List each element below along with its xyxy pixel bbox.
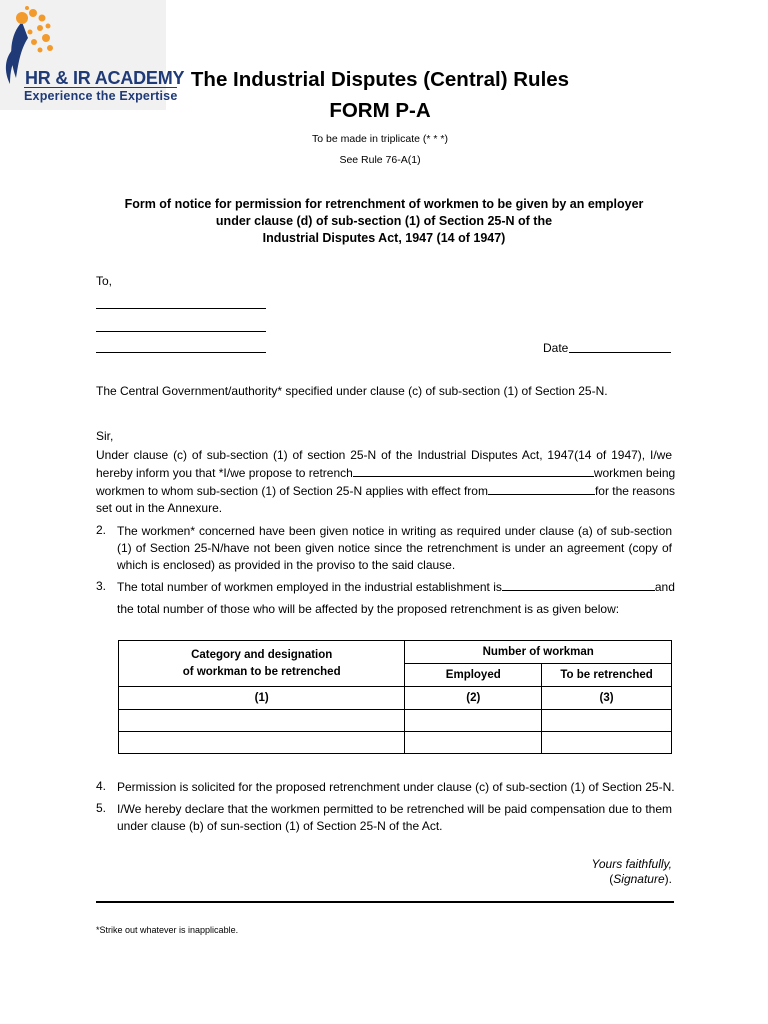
logo-title: HR & IR ACADEMY <box>25 68 185 88</box>
item-3-number: 3. <box>96 579 107 593</box>
para1-line-2 <box>96 465 675 482</box>
category-header-line-2: of workman to be retrenched <box>182 665 341 678</box>
para1-line-3 <box>96 483 675 500</box>
para1-line-2-end: workmen being <box>593 466 676 480</box>
col-2-number: (2) <box>405 687 542 710</box>
rules-title: The Industrial Disputes (Central) Rules <box>190 68 570 91</box>
table-cell[interactable] <box>119 710 405 732</box>
para1-line-3-text: workmen to whom sub-section (1) of Section 25-N applies with effect from <box>96 484 488 498</box>
item-2-line-2: (1) of Section 25-N/have not been given notice since the retrenchment is under an agreement (copy of <box>117 541 672 555</box>
table-cell[interactable] <box>405 710 542 732</box>
para1-line-3-end: for the reasons <box>594 484 675 498</box>
academy-logo <box>0 0 185 110</box>
table-cell[interactable] <box>119 732 405 754</box>
item-2-line-1: The workmen* concerned have been given notice in writing as required under clause (a) of sub-section <box>117 524 672 538</box>
signature-line <box>592 872 672 887</box>
total-workmen-field[interactable] <box>502 579 655 591</box>
table-cell[interactable] <box>542 710 672 732</box>
notice-heading-line-2: under clause (d) of sub-section (1) of Section 25-N of the <box>215 214 553 228</box>
salutation: Sir, <box>96 429 114 443</box>
address-line-2[interactable] <box>96 331 266 332</box>
signature-open: ( <box>609 872 614 886</box>
authority-text: The Central Government/authority* specified under clause (c) of sub-section (1) of Section 25-N. <box>96 384 608 398</box>
form-name: FORM P-A <box>329 99 431 122</box>
triplicate-note: To be made in triplicate (* * *) <box>312 133 448 145</box>
retrenchment-table <box>118 640 672 754</box>
table-cell[interactable] <box>542 732 672 754</box>
notice-heading-line-1: Form of notice for permission for retrenchment of workmen to be given by an employer <box>124 197 644 211</box>
item-2-line-3: which is enclosed) as provided in the proviso to the said clause. <box>117 558 456 572</box>
item-5-line-2: under clause (b) of sun-section (1) of Section 25-N of the Act. <box>117 819 443 833</box>
item-4-number: 4. <box>96 779 107 793</box>
signature-close: ). <box>664 872 672 886</box>
address-line-3[interactable] <box>96 352 266 353</box>
table-number-row <box>119 687 672 710</box>
to-label: To, <box>96 274 113 288</box>
notice-heading <box>90 196 678 247</box>
employed-header: Employed <box>405 664 542 687</box>
table-row <box>119 732 672 754</box>
para1-line-1: Under clause (c) of sub-section (1) of section 25-N of the Industrial Disputes Act, 1947(14 of 1947), I/we <box>96 448 672 462</box>
signature-label: Signature <box>613 872 665 886</box>
address-line-1[interactable] <box>96 308 266 309</box>
table-cell[interactable] <box>405 732 542 754</box>
footer-divider <box>96 901 674 903</box>
footnote: *Strike out whatever is inapplicable. <box>96 925 239 935</box>
item-3-line-1-end: and <box>654 580 675 594</box>
category-header <box>119 641 405 687</box>
item-5-line-1: I/We hereby declare that the workmen permitted to be retrenched will be paid compensation due to them <box>117 802 672 816</box>
para1-line-2-text: hereby inform you that *I/we propose to retrench <box>96 466 353 480</box>
date-label: Date <box>543 341 569 355</box>
retrench-count-field[interactable] <box>353 465 594 477</box>
col-1-number: (1) <box>119 687 405 710</box>
item-3-line-1-text: The total number of workmen employed in the industrial establishment is <box>117 580 502 594</box>
table-header-row <box>119 641 672 664</box>
to-be-retrenched-header: To be retrenched <box>542 664 672 687</box>
col-3-number: (3) <box>542 687 672 710</box>
number-of-workman-header: Number of workman <box>405 641 672 664</box>
effective-date-field[interactable] <box>488 483 595 495</box>
date-field[interactable] <box>569 352 671 353</box>
category-header-line-1: Category and designation <box>191 648 333 661</box>
yours-faithfully: Yours faithfully, <box>591 857 672 871</box>
rule-reference: See Rule 76-A(1) <box>339 154 421 166</box>
item-3-line-2: the total number of those who will be affected by the proposed retrenchment is as given below: <box>117 602 620 616</box>
logo-tagline: Experience the Expertise <box>24 89 178 103</box>
table-row <box>119 710 672 732</box>
item-3-line-1 <box>117 579 675 596</box>
item-4-line-1: Permission is solicited for the proposed retrenchment under clause (c) of sub-section (1) of Section 25-N. <box>117 780 675 794</box>
closing-block <box>592 857 672 887</box>
item-2-number: 2. <box>96 523 107 537</box>
para1-line-4: set out in the Annexure. <box>96 501 223 515</box>
notice-heading-line-3: Industrial Disputes Act, 1947 (14 of 1947) <box>262 231 506 245</box>
item-5-number: 5. <box>96 801 107 815</box>
